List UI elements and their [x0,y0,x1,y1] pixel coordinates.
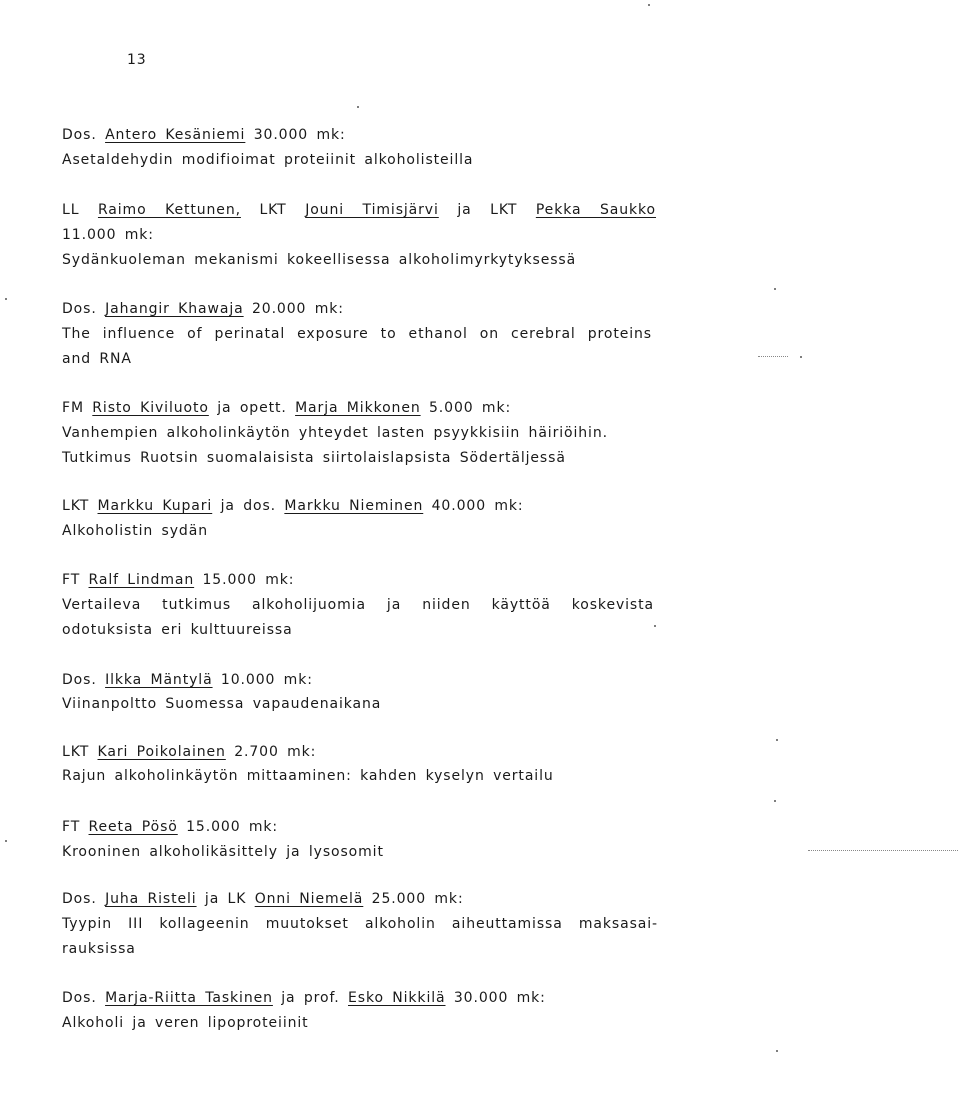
title-prefix: Dos. [62,127,97,143]
grant-heading [62,126,346,144]
page-number: 13 [127,52,147,68]
grant-amount: 30.000 mk: [453,990,546,1006]
scan-speck [774,800,776,802]
title-prefix: FT [62,819,81,835]
project-title: Tyypin III kollageenin muutokset alkoholin aiheuttamissa maksasai- [62,916,658,932]
recipient-name: Onni Niemelä [254,891,364,907]
title-prefix: FT [62,572,81,588]
scan-speck [648,4,650,6]
grant-heading [62,201,656,219]
grant-heading [62,671,313,689]
grant-amount: 5.000 mk: [428,400,512,416]
grant-heading [62,571,294,589]
recipient-name: Reeta Pösö [88,819,178,835]
title-prefix: LKT [62,744,90,760]
scan-speck [776,739,778,741]
grant-amount: 30.000 mk: [253,127,346,143]
project-title: Asetaldehydin modifioimat proteiinit alkoholisteilla [62,152,474,168]
project-title: Alkoholistin sydän [62,523,208,539]
title-connector: ja dos. [220,498,276,514]
recipient-name: Marja Mikkonen [295,400,421,416]
recipient-name: Juha Risteli [105,891,197,907]
scan-speck [774,288,776,290]
title-connector: LKT [259,202,287,218]
scan-speck [800,356,802,358]
recipient-name: Markku Kupari [97,498,213,514]
grant-amount: 11.000 mk: [62,227,154,243]
recipient-name: Pekka Saukko [535,202,657,218]
project-title: rauksissa [62,941,136,957]
recipient-name: Markku Nieminen [284,498,424,514]
title-prefix: LL [62,202,80,218]
grant-amount: 15.000 mk: [186,819,279,835]
recipient-name: Raimo Kettunen, [97,202,241,218]
scan-speck [776,1050,778,1052]
title-connector: ja LKT [457,202,518,218]
grant-amount: 10.000 mk: [220,672,313,688]
scan-speck [5,298,7,300]
recipient-name: Ralf Lindman [88,572,195,588]
project-title: Vanhempien alkoholinkäytön yhteydet lasten psyykkisiin häiriöihin. [62,425,608,441]
grant-heading [62,300,344,318]
recipient-name: Antero Kesäniemi [105,127,246,143]
project-title: Alkoholi ja veren lipoproteiinit [62,1015,309,1031]
grant-heading [62,743,316,761]
scan-dash [808,850,958,852]
project-title: and RNA [62,351,132,367]
recipient-name: Kari Poikolainen [97,744,226,760]
recipient-name: Ilkka Mäntylä [105,672,213,688]
grant-heading [62,399,511,417]
title-connector: ja LK [204,891,247,907]
project-title: Sydänkuoleman mekanismi kokeellisessa alkoholimyrkytyksessä [62,252,577,268]
project-title: The influence of perinatal exposure to ethanol on cerebral proteins [62,326,652,342]
project-title: Viinanpoltto Suomessa vapaudenaikana [62,696,382,712]
grant-amount: 20.000 mk: [251,301,344,317]
title-prefix: FM [62,400,84,416]
project-title: Vertaileva tutkimus alkoholijuomia ja niiden käyttöä koskevista [62,597,654,613]
grant-heading [62,497,524,515]
scan-speck [357,106,359,108]
scan-speck [5,840,7,842]
title-prefix: Dos. [62,301,97,317]
grant-amount: 25.000 mk: [371,891,464,907]
grant-heading [62,989,546,1007]
grant-amount: 40.000 mk: [431,498,524,514]
project-title: Rajun alkoholinkäytön mittaaminen: kahden kyselyn vertailu [62,768,554,784]
title-prefix: Dos. [62,990,97,1006]
recipient-name: Jouni Timisjärvi [305,202,439,218]
recipient-name: Marja-Riitta Taskinen [105,990,273,1006]
recipient-name: Risto Kiviluoto [92,400,209,416]
title-prefix: Dos. [62,672,97,688]
title-prefix: Dos. [62,891,97,907]
scan-dash [758,356,788,358]
grant-heading [62,818,278,836]
title-connector: ja prof. [281,990,340,1006]
grant-amount: 15.000 mk: [202,572,295,588]
project-title: Tutkimus Ruotsin suomalaisista siirtolaislapsista Södertäljessä [62,450,566,466]
grant-amount: 2.700 mk: [234,744,317,760]
scan-speck [654,625,656,627]
recipient-name: Esko Nikkilä [348,990,446,1006]
title-prefix: LKT [62,498,90,514]
project-title: odotuksista eri kulttuureissa [62,622,293,638]
grant-heading [62,890,464,908]
recipient-name: Jahangir Khawaja [105,301,244,317]
title-connector: ja opett. [217,400,287,416]
project-title: Krooninen alkoholikäsittely ja lysosomit [62,844,384,860]
